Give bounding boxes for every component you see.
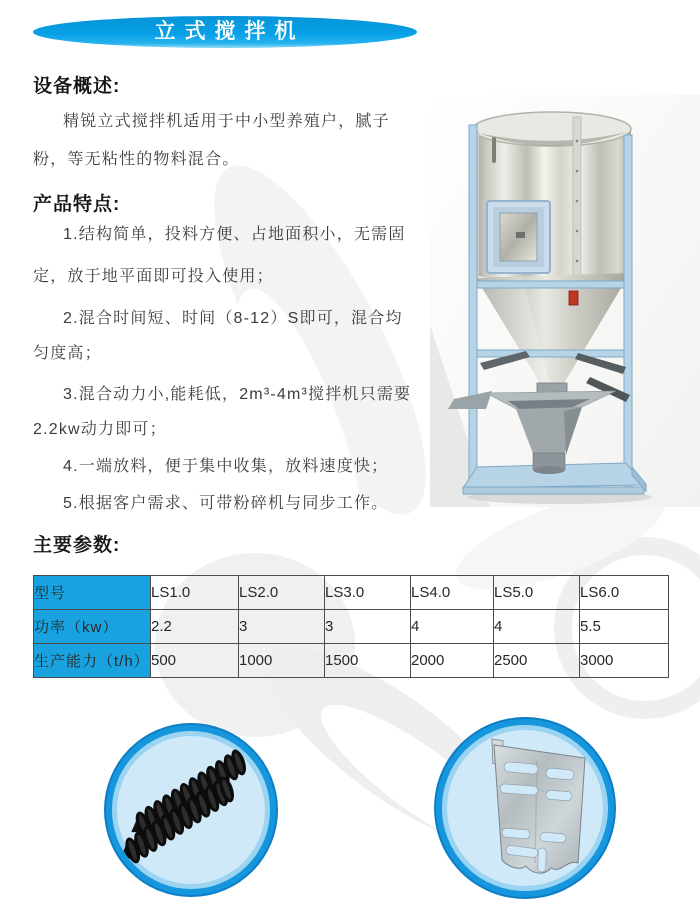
feature-line: 3.混合动力小,能耗低，2m³-4m³搅拌机只需要 [63, 386, 412, 403]
power-cell: 5.5 [580, 610, 669, 644]
model-cell: LS5.0 [494, 576, 580, 610]
table-row-model [34, 576, 669, 610]
feature-line: 2.2kw动力即可； [33, 421, 167, 438]
paddle-plate [492, 739, 585, 873]
power-cell: 3 [239, 610, 325, 644]
feature-line: 2.混合时间短、时间（8-12）S即可，混合均 [63, 310, 403, 327]
power-cell: 2.2 [151, 610, 239, 644]
paddle-plate-photo-circle [436, 719, 614, 897]
model-cell: LS6.0 [580, 576, 669, 610]
overview-line: 精锐立式搅拌机适用于中小型养殖户，腻子 [63, 113, 390, 130]
power-switch [569, 291, 578, 305]
capacity-cell: 3000 [580, 644, 669, 678]
vertical-mixer-illustration [430, 95, 700, 507]
screw-auger-illustration [112, 731, 258, 877]
feature-line: 4.一端放料，便于集中收集，放料速度快； [63, 458, 389, 475]
capacity-cell: 1000 [239, 644, 325, 678]
power-cell: 3 [325, 610, 411, 644]
drum-handle [492, 137, 496, 163]
power-cell: 4 [411, 610, 494, 644]
features-heading: 产品特点: [33, 194, 121, 215]
overview-line: 粉，等无粘性的物料混合。 [33, 151, 240, 168]
capacity-cell: 2500 [494, 644, 580, 678]
feature-line: 匀度高； [33, 345, 102, 362]
table-row-capacity [34, 644, 669, 678]
title-banner [33, 16, 417, 48]
model-cell: LS3.0 [325, 576, 411, 610]
model-cell: LS2.0 [239, 576, 325, 610]
capacity-cell: 500 [151, 644, 239, 678]
row-label: 生产能力（t/h） [34, 644, 151, 678]
auger-bottom [113, 772, 242, 870]
inspection-window [487, 201, 550, 273]
feature-line: 1.结构简单，投料方便、占地面积小，无需固 [63, 226, 406, 243]
table-row-power [34, 610, 669, 644]
feature-line: 定，放于地平面即可投入使用； [33, 268, 274, 285]
model-cell: LS1.0 [151, 576, 239, 610]
power-cell: 4 [494, 610, 580, 644]
overview-heading: 设备概述: [33, 76, 121, 97]
params-heading: 主要参数: [33, 535, 121, 556]
paddle-plate-illustration [442, 725, 596, 879]
row-label: 型号 [34, 576, 151, 610]
vertical-mixer-photo [430, 95, 700, 507]
capacity-cell: 2000 [411, 644, 494, 678]
capacity-cell: 1500 [325, 644, 411, 678]
row-label: 功率（kw） [34, 610, 151, 644]
feature-line: 5.根据客户需求、可带粉碎机与同步工作。 [63, 495, 389, 512]
parameters-table [33, 575, 669, 678]
screw-auger-photo-circle [106, 725, 276, 895]
auger-top [123, 745, 254, 844]
model-cell: LS4.0 [411, 576, 494, 610]
page-title: 立式搅拌机 [154, 20, 305, 43]
